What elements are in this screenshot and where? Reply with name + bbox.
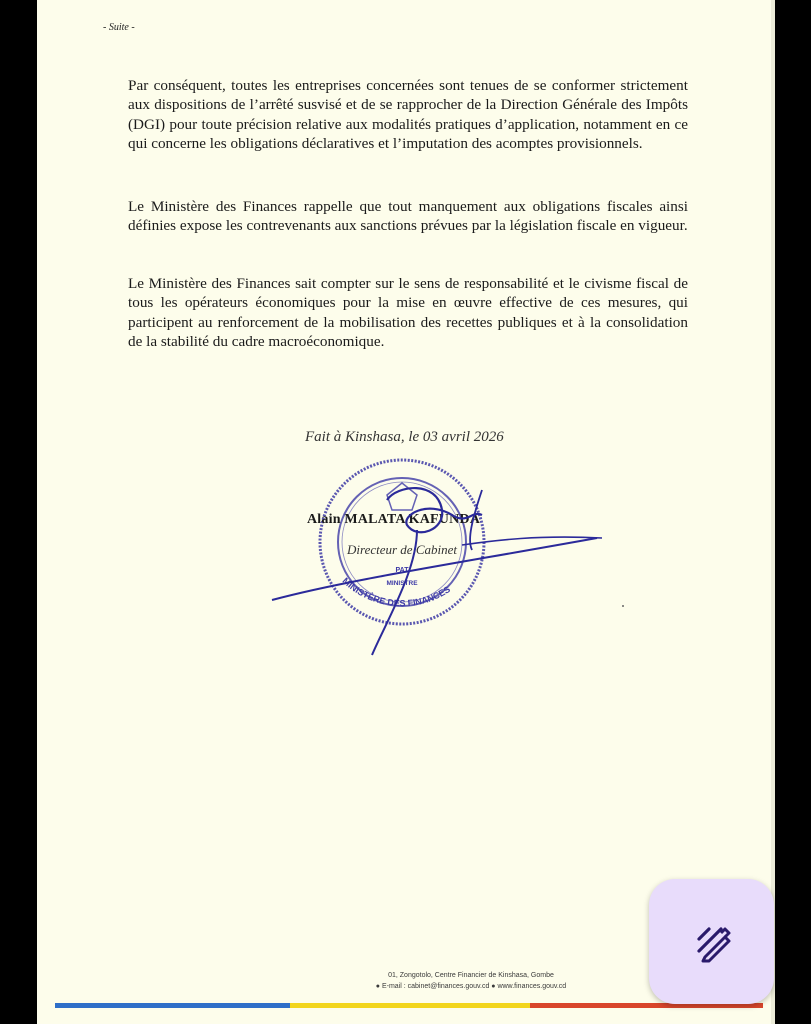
flag-color-bar bbox=[55, 1003, 763, 1008]
edit-pen-icon bbox=[691, 921, 733, 963]
flag-bar-yellow bbox=[290, 1003, 530, 1008]
footer-contact: ● E-mail : cabinet@finances.gouv.cd ● www.finances.gouv.cd bbox=[375, 983, 567, 990]
edit-fab-button[interactable] bbox=[649, 879, 774, 1004]
ink-dot bbox=[622, 605, 624, 607]
handwritten-signature bbox=[267, 470, 587, 680]
document-page bbox=[37, 0, 775, 1024]
signer-title: Directeur de Cabinet bbox=[347, 542, 457, 557]
flag-bar-blue bbox=[55, 1003, 290, 1008]
signer-name: Alain MALATA KAFUNDA bbox=[307, 512, 481, 527]
place-and-date: Fait à Kinshasa, le 03 avril 2026 bbox=[305, 429, 504, 445]
footer-address: 01, Zongotolo, Centre Financier de Kinshasa, Gombe bbox=[388, 972, 554, 979]
paragraph-civic-duty: Le Ministère des Finances sait compter sur le sens de responsabilité et le civisme fiscal de tous les opérateurs économiques pour la mise en œuvre effective de ces mesures, qui participent au renforcement de la mobilisation des recettes publiques et à la consolidation de la stabilité du cadre macroéconomique. bbox=[128, 275, 688, 351]
stamp-ring-text: MINISTÈRE DES FINANCES bbox=[340, 575, 453, 609]
stamp-center-bottom: MINISTRE bbox=[386, 580, 418, 587]
continuation-label: - Suite - bbox=[103, 22, 135, 33]
paragraph-sanctions: Le Ministère des Finances rappelle que tout manquement aux obligations fiscales ainsi définies expose les contrevenants aux sanctions prévues par la législation fiscale en vigueur. bbox=[128, 198, 688, 235]
stamp-center-top: PAT bbox=[395, 567, 409, 574]
paragraph-compliance: Par conséquent, toutes les entreprises concernées sont tenues de se conformer strictement aux dispositions de l’arrêté susvisé et de se rapprocher de la Direction Générale des Impôts (DGI) pour toute précision relative aux modalités pratiques d’application, notamment en ce qui concerne les obligations déclaratives et l’imputation des acomptes provisionnels. bbox=[128, 77, 688, 153]
